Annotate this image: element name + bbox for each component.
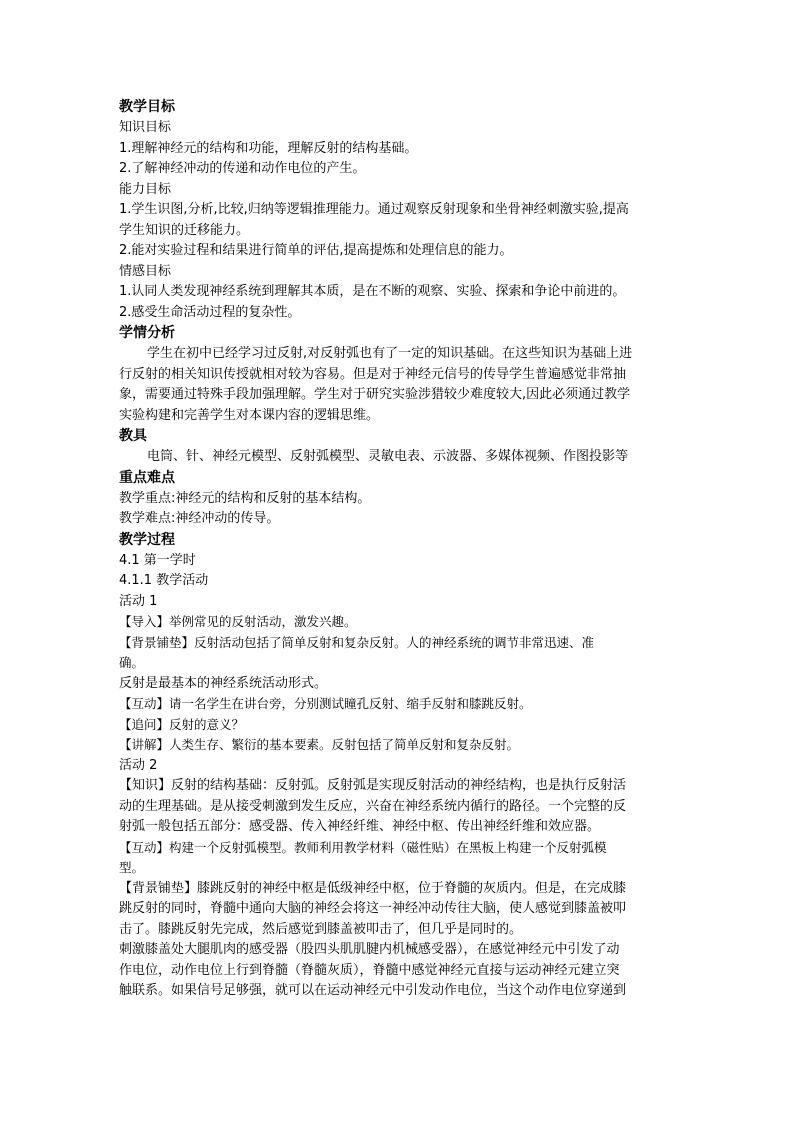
subheading-knowledge-goal: 知识目标 bbox=[119, 120, 172, 135]
emotion-goal-1: 1.认同人类发现神经系统到理解其本质，是在不断的观察、实验、探索和争论中前进的。 bbox=[119, 284, 626, 299]
activity-2-knowledge-line-1: 【知识】反射的结构基础：反射弧。反射弧是实现反射活动的神经结构，也是执行反射活 bbox=[119, 778, 627, 793]
heading-student-analysis: 学情分析 bbox=[119, 325, 175, 341]
emotion-goal-2: 2.感受生命活动过程的复杂性。 bbox=[119, 304, 301, 320]
teaching-tools-list: 电筒、针、神经元模型、反射弧模型、灵敏电表、示波器、多媒体视频、作图投影等 bbox=[147, 449, 629, 464]
subheading-ability-goal: 能力目标 bbox=[119, 181, 172, 197]
activity-2-background-line-1: 【背景铺垫】膝跳反射的神经中枢是低级神经中枢，位于脊髓的灰质内。但是，在完成膝 bbox=[119, 880, 627, 896]
activity-2-label: 活动 2 bbox=[119, 757, 158, 773]
ability-goal-1-line-1: 1.学生识图,分析,比较,归纳等逻辑推理能力。通过观察反射现象和坐骨神经刺激实验,提高 bbox=[119, 202, 629, 217]
analysis-line-2: 行反射的相关知识传授就相对较为容易。但是对于神经元信号的传导学生普遍感觉非常抽 bbox=[119, 366, 627, 382]
document-content bbox=[119, 97, 679, 1002]
activity-1-follow-up-question: 【追问】反射的意义？ bbox=[119, 716, 245, 732]
ability-goal-1-line-2: 学生知识的迁移能力。 bbox=[119, 222, 250, 238]
activity-2-interaction-line-2: 型。 bbox=[119, 860, 145, 875]
stimulus-description-line-3: 触联系。如果信号足够强，就可以在运动神经元中引发动作电位，当这个动作电位穿递到 bbox=[119, 983, 627, 998]
stimulus-description-line-2: 作电位，动作电位上行到脊髓（脊髓灰质），脊髓中感觉神经元直接与运动神经元建立突 bbox=[119, 962, 620, 978]
heading-teaching-tools: 教具 bbox=[119, 428, 147, 444]
knowledge-goal-1: 1.理解神经元的结构和功能，理解反射的结构基础。 bbox=[119, 140, 418, 156]
analysis-line-1: 学生在初中已经学习过反射,对反射弧也有了一定的知识基础。在这些知识为基础上进 bbox=[147, 346, 633, 361]
activity-1-explanation: 【讲解】人类生存、繁衍的基本要素。反射包括了简单反射和复杂反射。 bbox=[119, 737, 520, 752]
subheading-emotion-goal: 情感目标 bbox=[119, 263, 172, 279]
activity-2-knowledge-line-3: 射弧一般包括五部分：感受器、传入神经纤维、神经中枢、传出神经纤维和效应器。 bbox=[119, 819, 601, 834]
activity-1-intro: 【导入】举例常见的反射活动，激发兴趣。 bbox=[119, 614, 357, 629]
activity-2-knowledge-line-2: 动的生理基础。是从接受刺激到发生反应，兴奋在神经系统内循行的路径。一个完整的反 bbox=[119, 798, 627, 814]
activity-2-interaction-line-1: 【互动】构建一个反射弧模型。教师利用教学材料（磁性贴）在黑板上构建一个反射弧模 bbox=[119, 839, 607, 855]
heading-key-difficult: 重点难点 bbox=[119, 469, 175, 486]
heading-teaching-goals: 教学目标 bbox=[119, 99, 175, 115]
analysis-line-3: 象，需要通过特殊手段加强理解。学生对于研究实验涉猎较少难度较大,因此必须通过教学 bbox=[119, 387, 631, 402]
activity-2-background-line-2: 跳反射的同时，脊髓中通向大脑的神经会将这一神经冲动传往大脑，使人感觉到膝盖被叩 bbox=[119, 901, 627, 916]
activity-1-interaction: 【互动】请一名学生在讲台旁，分别测试瞳孔反射、缩手反射和膝跳反射。 bbox=[119, 696, 532, 711]
difficult-point: 教学难点:神经冲动的传导。 bbox=[119, 511, 280, 526]
section-4-1: 4.1 第一学时 bbox=[119, 552, 196, 568]
knowledge-goal-2: 2.了解神经冲动的传递和动作电位的产生。 bbox=[119, 161, 366, 176]
ability-goal-2: 2.能对实验过程和结果进行简单的评估,提高提炼和处理信息的能力。 bbox=[119, 243, 513, 258]
stimulus-description-line-1: 刺激膝盖处大腿肌肉的感受器（股四头肌肌腱内机械感受器），在感觉神经元中引发了动 bbox=[119, 942, 620, 957]
activity-1-background-line-2: 确。 bbox=[119, 655, 145, 670]
heading-teaching-process: 教学过程 bbox=[119, 531, 175, 548]
reflex-basic-form: 反射是最基本的神经系统活动形式。 bbox=[119, 675, 328, 691]
activity-1-background-line-1: 【背景铺垫】反射活动包括了简单反射和复杂反射。人的神经系统的调节非常迅速、准 bbox=[119, 634, 595, 650]
section-4-1-1: 4.1.1 教学活动 bbox=[119, 573, 209, 588]
analysis-line-4: 实验构建和完善学生对本课内容的逻辑思维。 bbox=[119, 407, 380, 423]
key-point: 教学重点:神经元的结构和反射的基本结构。 bbox=[119, 490, 371, 506]
activity-2-background-line-3: 击了。膝跳反射先完成，然后感觉到膝盖被叩击了，但几乎是同时的。 bbox=[119, 921, 523, 937]
activity-1-label: 活动 1 bbox=[119, 593, 158, 609]
